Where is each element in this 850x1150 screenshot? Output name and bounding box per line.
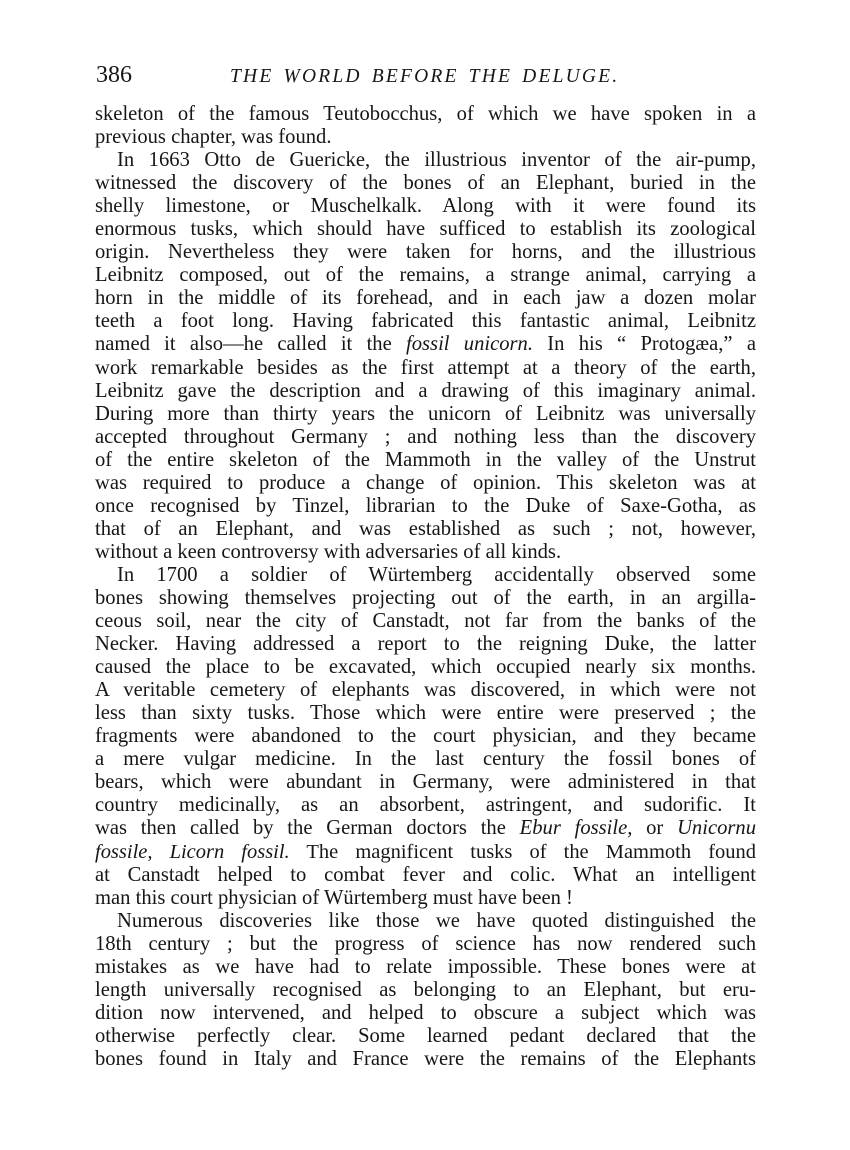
line-text: less than sixty tusks. Those which were entire were preserved ; the [95,702,756,725]
line-text: without a keen controversy with adversaries of all kinds. [95,540,562,563]
line-text: mistakes as we have had to relate impossible. These bones were at [95,955,756,978]
text-line [95,357,756,380]
line-text: origin. Nevertheless they were taken for horns, and the illustrious [95,241,756,264]
text-line [95,264,756,287]
line-text: a mere vulgar medicine. In the last century the fossil bones of [95,748,756,771]
body-text [95,103,756,1071]
text-line [95,725,756,748]
text-line [95,472,756,495]
text-line [95,126,756,149]
text-line [95,610,756,633]
page-number: 386 [96,62,132,88]
line-text: 18th century ; but the progress of science has now rendered such [95,932,756,955]
italic-text: Ebur fossile, [519,817,633,840]
line-text: Numerous discoveries like those we have quoted distinguished the [117,909,756,932]
line-text: skeleton of the famous Teutobocchus, of which we have spoken in a [95,103,756,125]
line-text: ceous soil, near the city of Canstadt, not far from the banks of the [95,610,756,633]
text-line [95,817,756,840]
line-text: was then called by the German doctors the [95,817,520,840]
line-text: Leibnitz composed, out of the remains, a strange animal, carrying a [95,264,756,287]
line-text: work remarkable besides as the first attempt at a theory of the earth, [95,356,756,379]
line-text: shelly limestone, or Muschelkalk. Along with it were found its [95,195,756,218]
text-line [95,910,756,933]
line-text: of the entire skeleton of the Mammoth in the valley of the Unstrut [95,448,756,471]
line-text: otherwise perfectly clear. Some learned pedant declared that the [95,1024,756,1047]
line-text: During more than thirty years the unicorn of Leibnitz was universally [95,402,756,425]
line-text: was required to produce a change of opinion. This skeleton was at [95,471,756,494]
text-line [95,1025,756,1048]
line-text: dition now intervened, and helped to obscure a subject which was [95,1001,756,1024]
line-text: In 1663 Otto de Guericke, the illustrious inventor of the air-pump, [117,149,756,172]
italic-text: Unicornu [677,817,756,840]
text-line [95,287,756,310]
text-line [95,103,756,126]
text-line [95,841,756,864]
line-text: In 1700 a soldier of Würtemberg accidentally observed some [117,563,756,586]
text-line [95,172,756,195]
line-text: or [632,817,678,840]
line-text: bones showing themselves projecting out of the earth, in an argilla- [95,586,756,609]
text-line [95,633,756,656]
text-line [95,979,756,1002]
italic-text: fossil unicorn. [406,333,534,356]
text-line [95,1048,756,1071]
line-text: at Canstadt helped to combat fever and colic. What an intelligent [95,863,756,886]
text-line [95,495,756,518]
text-line [95,149,756,172]
line-text: The magnificent tusks of the Mammoth found [289,840,756,863]
text-line [95,449,756,472]
line-text: that of an Elephant, and was established as such ; not, however, [95,517,756,540]
text-line [95,403,756,426]
line-text: A veritable cemetery of elephants was discovered, in which were not [95,679,756,702]
text-line [95,310,756,333]
line-text: bears, which were abundant in Germany, were administered in that [95,771,756,794]
line-text: accepted throughout Germany ; and nothing less than the discovery [95,425,756,448]
text-line [95,933,756,956]
line-text: bones found in Italy and France were the remains of the Elephants [95,1047,756,1070]
text-line [95,380,756,403]
text-line [95,241,756,264]
line-text: fragments were abandoned to the court physician, and they became [95,725,756,748]
line-text: man this court physician of Würtemberg must have been ! [95,886,573,909]
text-line [95,656,756,679]
page-header [96,60,756,92]
text-line [95,564,756,587]
text-line [95,864,756,887]
line-text: teeth a foot long. Having fabricated this fantastic animal, Leibnitz [95,310,756,333]
text-line [95,887,756,910]
line-text: length universally recognised as belonging to an Elephant, but eru- [95,978,756,1001]
line-text: caused the place to be excavated, which occupied nearly six months. [95,656,756,679]
line-text: named it also—he called it the [95,333,407,356]
text-line [95,1002,756,1025]
italic-text: fossile, Licorn fossil. [95,840,290,863]
line-text: horn in the middle of its forehead, and in each jaw a dozen molar [95,287,756,310]
text-line [95,702,756,725]
line-text: previous chapter, was found. [95,126,332,149]
line-text: witnessed the discovery of the bones of an Elephant, buried in the [95,172,756,195]
text-line [95,541,756,564]
text-line [95,426,756,449]
text-line [95,956,756,979]
text-line [95,748,756,771]
text-line [95,195,756,218]
line-text: Leibnitz gave the description and a drawing of this imaginary animal. [95,379,756,402]
text-line [95,333,756,356]
line-text: In his “ Protogæa,” a [533,333,756,356]
running-title: THE WORLD BEFORE THE DELUGE. [230,66,620,87]
line-text: country medicinally, as an absorbent, astringent, and sudorific. It [95,794,756,817]
text-line [95,679,756,702]
text-line [95,587,756,610]
line-text: Necker. Having addressed a report to the reigning Duke, the latter [95,633,756,656]
text-line [95,218,756,241]
line-text: once recognised by Tinzel, librarian to the Duke of Saxe-Gotha, as [95,494,756,517]
text-line [95,794,756,817]
text-line [95,771,756,794]
line-text: enormous tusks, which should have sufficed to establish its zoological [95,218,756,241]
text-line [95,518,756,541]
